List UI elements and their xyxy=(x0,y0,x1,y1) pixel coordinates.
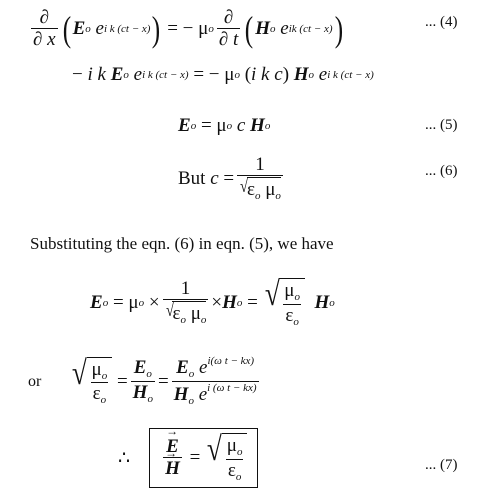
equation-line-2: − i k E o e i k (ct − x) = − μ o ( i k c ) H o e i k (ct − x) xyxy=(72,64,374,85)
equation-number-4: ... (4) xyxy=(425,14,458,30)
equation-number-7: ... (7) xyxy=(425,457,458,473)
therefore-symbol: ∴ xyxy=(118,447,131,469)
equation-line-4: But c = 1 √ $\varepsilon_o$ $\mu_o$ xyxy=(178,154,281,202)
equation-line-5: E o = μ o × 1 √ $\varepsilon_o$ $\mu_o$ × H o = √ $\frac{\mu_o}{\varepsilon_o}$ H o xyxy=(90,276,335,328)
equation-number-5: ... (5) xyxy=(425,117,458,133)
substitution-text: Substituting the eqn. (6) in eqn. (5), we have xyxy=(30,234,334,253)
equation-number-6: ... (6) xyxy=(425,163,458,179)
equation-line-6: or √ $\frac{\mu_o}{\varepsilon_o}$ = $\frac{E_o}{H_o}$ = $\frac{E_o e^{i(\omega t - kx)}}{H_o e^{i (\omega t - kx)}}$ xyxy=(28,354,257,407)
equation-line-1: $\frac{\partial}{\partial x}$ ( E o e i k (ct − x) ) = − μ o $\frac{\partial}{\partial t}$ ( H o e ik (ct − x) ) xyxy=(33,7,343,50)
result-box: → E → H = √ $\frac{\mu_o}{\varepsilon_o}$ xyxy=(149,428,258,488)
equation-line-3: E o = μ o c H o xyxy=(178,115,271,136)
equation-line-7 xyxy=(118,428,258,488)
but-text: But xyxy=(178,167,206,189)
or-text: or xyxy=(28,372,42,390)
